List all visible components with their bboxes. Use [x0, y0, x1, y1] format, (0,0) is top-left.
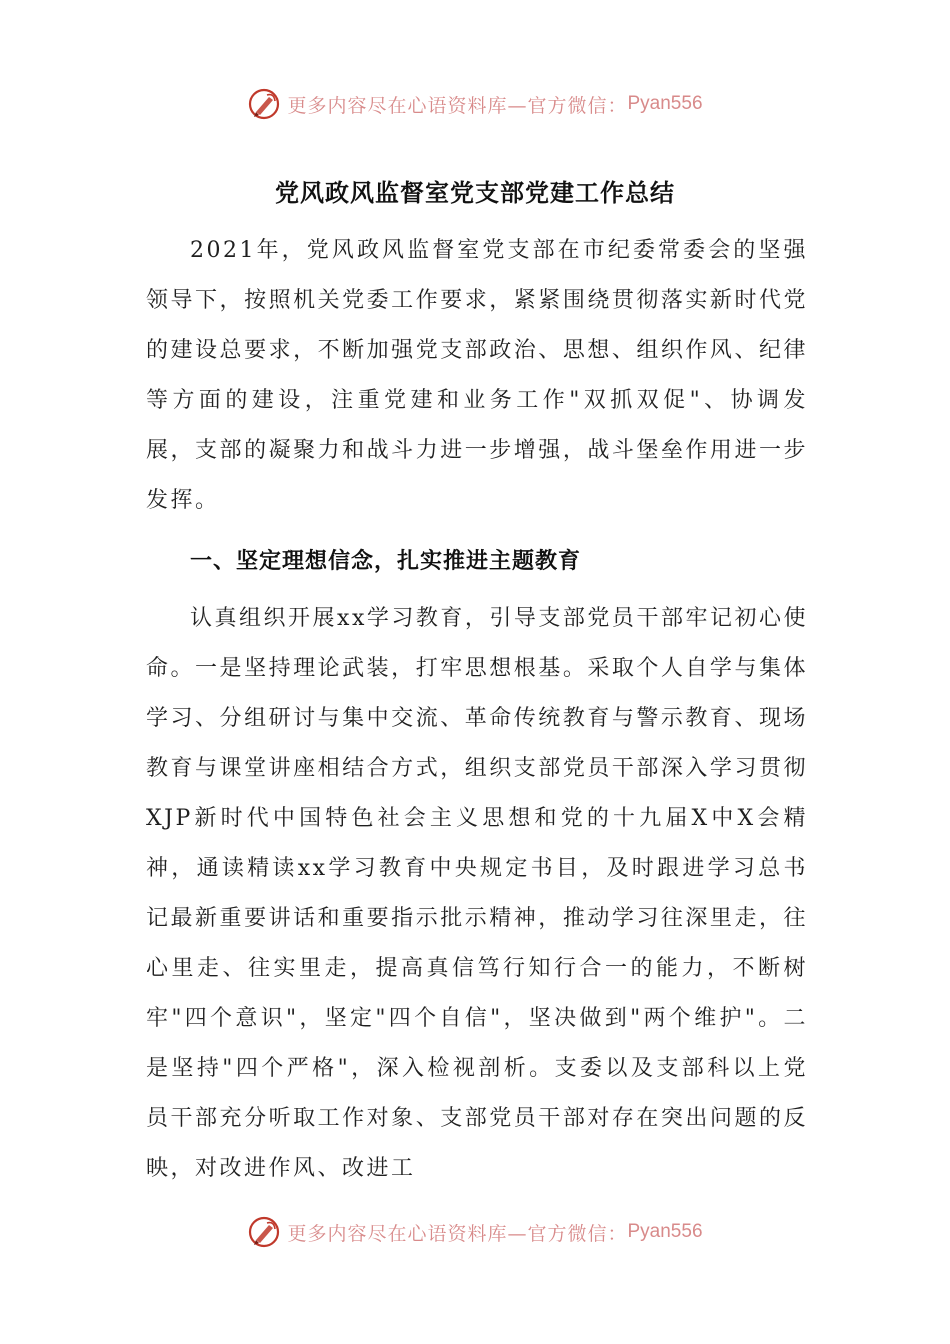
- watermark-text: 更多内容尽在心语资料库—官方微信：: [287, 94, 628, 117]
- pen-logo-icon: [247, 87, 281, 121]
- section-1-heading: 一、坚定理想信念，扎实推进主题教育: [190, 549, 582, 574]
- pen-logo-icon: [247, 1215, 281, 1249]
- watermark-id: Pyan556: [627, 1221, 703, 1242]
- document-title: 党风政风监督室党支部党建工作总结: [275, 178, 675, 207]
- section-1-paragraph-block: [146, 594, 808, 1194]
- watermark-text: 更多内容尽在心语资料库—官方微信：: [287, 1222, 628, 1245]
- section-1-paragraph: 认真组织开展xx学习教育，引导支部党员干部牢记初心使命。一是坚持理论武装，打牢思想根基。采取个人自学与集体学习、分组研讨与集中交流、革命传统教育与警示教育、现场教育与课堂讲座相结合方式，组织支部党员干部深入学习贯彻XJP新时代中国特色社会主义思想和党的十九届X中X会精神，通读精读xx学习教育中央规定书目，及时跟进学习总书记最新重要讲话和重要指示批示精神，推动学习往深里走，往心里走、往实里走，提高真信笃行知行合一的能力，不断树牢"四个意识"，坚定"四个自信"，坚决做到"两个维护"。二是坚持"四个严格"，深入检视剖析。支委以及支部科以上党员干部充分听取工作对象、支部党员干部对存在突出问题的反映，对改进作风、改进工: [146, 606, 808, 1181]
- watermark-id: Pyan556: [627, 93, 703, 114]
- header-watermark: [0, 84, 950, 124]
- footer-watermark: [0, 1212, 950, 1252]
- intro-paragraph: 2021年，党风政风监督室党支部在市纪委常委会的坚强领导下，按照机关党委工作要求，紧紧围绕贯彻落实新时代党的建设总要求，不断加强党支部政治、思想、组织作风、纪律等方面的建设，注重党建和业务工作"双抓双促"、协调发展，支部的凝聚力和战斗力进一步增强，战斗堡垒作用进一步发挥。: [146, 238, 808, 513]
- intro-paragraph-block: [146, 226, 808, 526]
